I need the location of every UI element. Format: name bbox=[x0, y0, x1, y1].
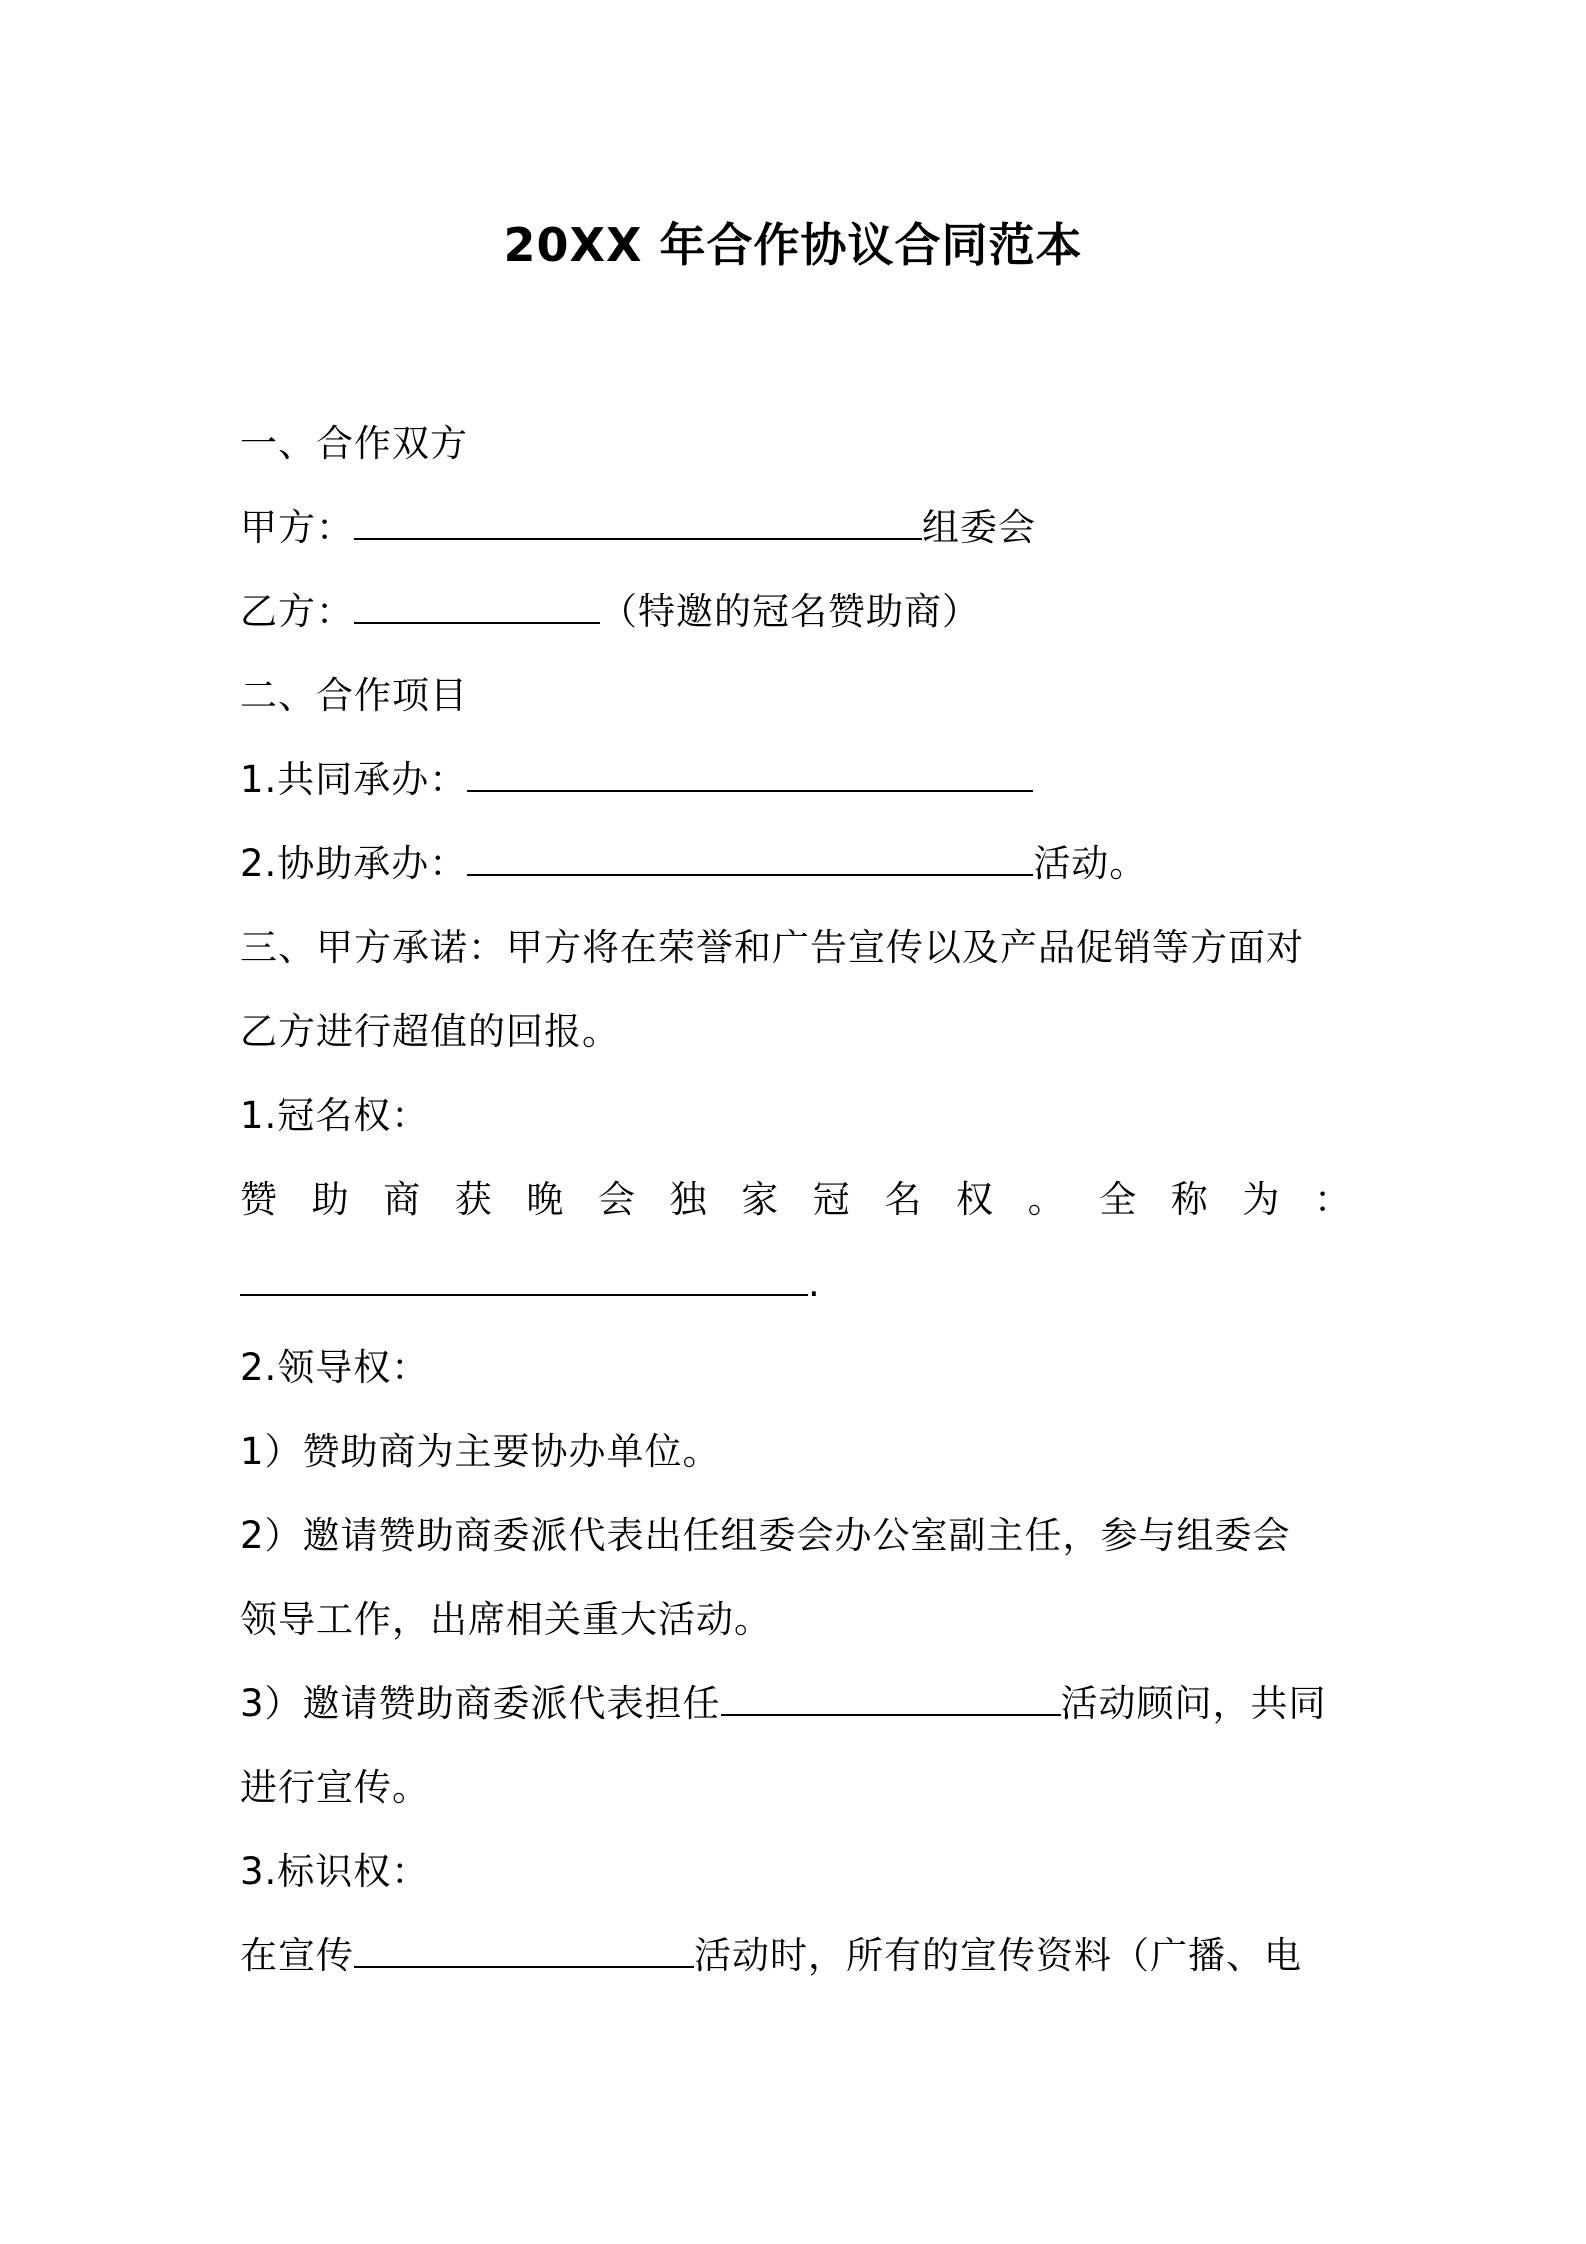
assist-host-label: 2.协助承办： bbox=[240, 842, 468, 885]
co-host-label: 1.共同承办： bbox=[240, 758, 468, 801]
leadership-item-3-line1 bbox=[240, 1662, 1352, 1746]
party-b-line bbox=[240, 570, 1352, 654]
logo-rights-text bbox=[240, 1914, 1352, 1998]
leadership-item-1: 1）赞助商为主要协办单位。 bbox=[240, 1430, 721, 1473]
party-a-line bbox=[240, 486, 1352, 570]
party-b-suffix: （特邀的冠名赞助商） bbox=[600, 590, 980, 633]
document-body bbox=[240, 402, 1352, 1998]
naming-rights-title: 1.冠名权： bbox=[240, 1094, 430, 1137]
naming-rights-text: 赞助商获晚会独家冠名权。全称为： bbox=[240, 1178, 1352, 1221]
leadership-item-3-line2: 进行宣传。 bbox=[240, 1766, 430, 1809]
party-a-label: 甲方： bbox=[240, 506, 354, 549]
party-b-blank bbox=[354, 586, 600, 624]
naming-fullname-blank bbox=[240, 1258, 808, 1296]
party-a-suffix: 组委会 bbox=[922, 506, 1036, 549]
leadership-title: 2.领导权： bbox=[240, 1346, 430, 1389]
party-a-blank bbox=[354, 502, 922, 540]
logo-rights-prefix: 在宣传 bbox=[240, 1934, 354, 1977]
section-3-heading-line2: 乙方进行超值的回报。 bbox=[240, 1010, 620, 1053]
leadership-item-2-line1: 2）邀请赞助商委派代表出任组委会办公室副主任，参与组委会 bbox=[240, 1514, 1291, 1557]
assist-host-suffix: 活动。 bbox=[1033, 842, 1148, 885]
section-2-heading: 二、合作项目 bbox=[240, 674, 468, 717]
assist-host-blank bbox=[467, 838, 1033, 876]
logo-rights-blank bbox=[354, 1930, 694, 1968]
assist-host-line bbox=[240, 822, 1352, 906]
naming-fullname-line bbox=[240, 1242, 1352, 1326]
logo-rights-title: 3.标识权： bbox=[240, 1850, 430, 1893]
leadership-item-3-suffix: 活动顾问，共同 bbox=[1060, 1682, 1327, 1725]
leadership-item-3-blank bbox=[721, 1678, 1061, 1716]
section-3-heading-line1: 三、甲方承诺：甲方将在荣誉和广告宣传以及产品促销等方面对 bbox=[240, 926, 1304, 969]
leadership-item-3-prefix: 3）邀请赞助商委派代表担任 bbox=[240, 1682, 721, 1725]
naming-fullname-end: . bbox=[808, 1262, 821, 1305]
section-1-heading: 一、合作双方 bbox=[240, 422, 468, 465]
co-host-blank bbox=[467, 754, 1033, 792]
leadership-item-2-line2: 领导工作，出席相关重大活动。 bbox=[240, 1598, 772, 1641]
document-title: 20XX 年合作协议合同范本 bbox=[503, 218, 1083, 272]
party-b-label: 乙方： bbox=[240, 590, 354, 633]
co-host-line bbox=[240, 738, 1352, 822]
logo-rights-suffix: 活动时，所有的宣传资料（广播、电 bbox=[694, 1934, 1302, 1977]
